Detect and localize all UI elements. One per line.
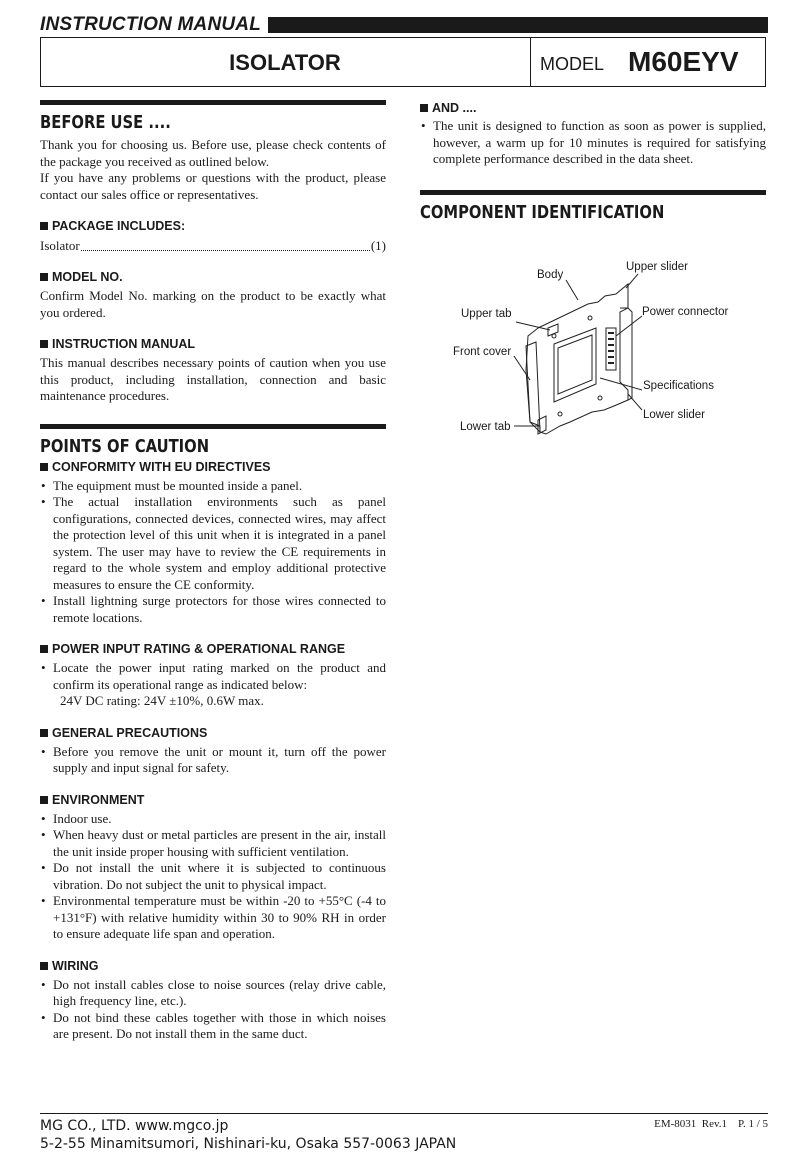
leader-line: [600, 378, 642, 390]
list-item: • When heavy dust or metal particles are present in the air, install the unit inside proper housing with sufficient ventilation.: [40, 827, 386, 860]
connector-pin: [608, 356, 614, 358]
list-item: • The actual installation environments such as panel configurations, connected devices, connected wires, may affect the protection level of this unit when it is integrated in a panel system. The user may have to review the CE requirements in regard to the whole system and employ additional protective measures to ensure the CE conformity.: [40, 494, 386, 593]
list-item: • Do not install cables close to noise sources (relay drive cable, high frequency line, etc.).: [40, 977, 386, 1010]
leader-line: [628, 394, 642, 410]
environment-heading: ENVIRONMENT: [40, 793, 386, 807]
label-upper-tab: Upper tab: [461, 308, 512, 320]
spec-panel: [554, 328, 596, 402]
environment-list: [40, 811, 386, 943]
leader-line: [626, 274, 638, 288]
footer-rule: [40, 1113, 768, 1114]
package-qty: (1): [370, 238, 386, 253]
power-rating: 24V DC rating: 24V ±10%, 0.6W max.: [60, 693, 264, 708]
section-rule: [40, 424, 386, 429]
list-item: • The equipment must be mounted inside a panel.: [40, 478, 386, 495]
before-use-title: BEFORE USE ....: [40, 112, 171, 133]
before-use-intro: Thank you for choosing us. Before use, please check contents of the package you received as outlined below.: [40, 137, 386, 169]
label-front-cover: Front cover: [453, 346, 512, 358]
list-item: • Do not bind these cables together with those in which noises are present. Do not install them in the same duct.: [40, 1010, 386, 1043]
power-list: [40, 660, 386, 710]
component-title: COMPONENT IDENTIFICATION: [420, 201, 665, 223]
model-number: M60EYV: [628, 46, 739, 77]
list-item: • Install lightning surge protectors for those wires connected to remote locations.: [40, 593, 386, 626]
screw-hole: [558, 412, 562, 416]
instruction-manual-heading: INSTRUCTION MANUAL: [40, 337, 386, 351]
product-name: ISOLATOR: [229, 50, 341, 75]
list-item: • Do not install the unit where it is subjected to continuous vibration. Do not subject the unit to physical impact.: [40, 860, 386, 893]
footer-address: 5-2-55 Minamitsumori, Nishinari-ku, Osaka 557-0063 JAPAN: [40, 1136, 457, 1152]
before-use-contact: If you have any problems or questions with the product, please contact our sales office or representatives.: [40, 170, 386, 202]
section-rule: [420, 190, 766, 195]
list-item: • Before you remove the unit or mount it, turn off the power supply and input signal for safety.: [40, 744, 386, 777]
model-label: MODEL: [540, 54, 605, 74]
front-cover-shape: [526, 342, 540, 432]
title-divider: [530, 37, 531, 87]
model-no-heading: MODEL NO.: [40, 270, 386, 284]
eu-heading: CONFORMITY WITH EU DIRECTIVES: [40, 460, 386, 474]
screw-hole: [598, 396, 602, 400]
dot-leader: [81, 250, 370, 251]
footer-doc-ref: EM-8031 Rev.1 P. 1 / 5: [654, 1118, 768, 1130]
label-body: Body: [537, 269, 564, 281]
footer-company: MG CO., LTD. www.mgco.jp: [40, 1118, 229, 1134]
wiring-list: [40, 977, 386, 1043]
spec-panel-inner: [558, 335, 592, 394]
and-list: [420, 118, 766, 168]
connector-pin: [608, 332, 614, 334]
list-item: • Indoor use.: [40, 811, 386, 828]
eu-list: [40, 478, 386, 627]
leader-line: [516, 322, 550, 330]
label-lower-slider: Lower slider: [643, 409, 705, 421]
manual-label: INSTRUCTION MANUAL: [40, 14, 262, 35]
connector-pin: [608, 362, 614, 364]
model-no-text: Confirm Model No. marking on the product to be exactly what you ordered.: [40, 288, 386, 320]
package-heading: PACKAGE INCLUDES:: [40, 219, 386, 233]
general-heading: GENERAL PRECAUTIONS: [40, 726, 386, 740]
label-specifications: Specifications: [643, 380, 714, 392]
connector-pin: [608, 338, 614, 340]
body-outline: [526, 284, 628, 434]
screw-hole: [552, 334, 556, 338]
package-item-row: [40, 238, 386, 254]
list-item: • Locate the power input rating marked on the product and confirm its operational range as indicated below:: [40, 660, 386, 693]
leader-line: [566, 280, 578, 300]
and-heading: AND ....: [420, 101, 766, 115]
right-column: [420, 101, 766, 224]
instruction-manual-text: This manual describes necessary points of caution when you use this product, including installation, connection and basic maintenance procedures.: [40, 355, 386, 403]
package-item: Isolator: [40, 238, 80, 253]
connector-pin: [608, 350, 614, 352]
label-lower-tab: Lower tab: [460, 421, 511, 433]
caution-title: POINTS OF CAUTION: [40, 435, 210, 457]
wiring-heading: WIRING: [40, 959, 386, 973]
header-bar: [268, 17, 768, 33]
connector-pin: [608, 344, 614, 346]
list-item: • Environmental temperature must be within -20 to +55°C (-4 to +131°F) with relative humidity within 30 to 90% RH in order to ensure adequate life span and operation.: [40, 893, 386, 943]
section-rule: [40, 100, 386, 105]
list-item: • The unit is designed to function as soon as power is supplied, however, a warm up for 10 minutes is required for satisfying complete performance described in the data sheet.: [420, 118, 766, 168]
screw-hole: [588, 316, 592, 320]
left-column: [40, 100, 386, 1043]
power-heading: POWER INPUT RATING & OPERATIONAL RANGE: [40, 642, 386, 656]
label-power-connector: Power connector: [642, 306, 729, 318]
general-list: [40, 744, 386, 777]
label-upper-slider: Upper slider: [626, 261, 688, 273]
